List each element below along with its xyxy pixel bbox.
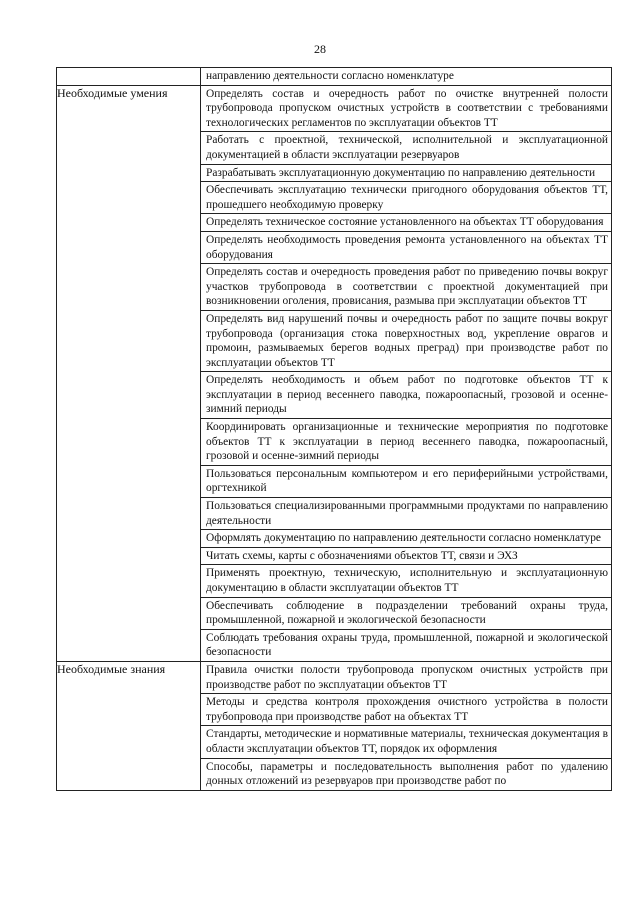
list-item: направлению деятельности согласно номенклатуре	[206, 70, 454, 82]
list-item: Читать схемы, карты с обозначениями объектов ТТ, связи и ЭХЗ	[201, 547, 611, 565]
row-items-cell	[201, 661, 612, 790]
list-item: Соблюдать требования охраны труда, промышленной, пожарной и экологической безопасности	[201, 629, 611, 661]
list-item: Методы и средства контроля прохождения очистного устройства в полости трубопровода при производстве работ на объектах ТТ	[201, 693, 611, 725]
competency-table	[56, 67, 612, 791]
list-item: Определять состав и очередность проведения работ по приведению почвы вокруг участков трубопровода в соответствии с проектной документацией при возникновении оголения, провисания, размыва при эксплуатации объектов ТТ	[201, 263, 611, 310]
page-number: 28	[314, 42, 326, 56]
list-item: Координировать организационные и технические мероприятия по подготовке объектов ТТ к эксплуатации в период весеннего паводка, пожароопасный, грозовой и осенне-зимний периоды	[201, 418, 611, 465]
list-item: Определять вид нарушений почвы и очередность работ по защите почвы вокруг трубопровода (организация стока поверхностных вод, укрепление оврагов и промоин, размываемых берегов водных преград) при производстве работ по эксплуатации объектов ТТ	[201, 310, 611, 371]
list-item: Способы, параметры и последовательность выполнения работ по удалению донных отложений из резервуаров при производстве работ по	[201, 758, 611, 790]
row-label: Необходимые знания	[57, 661, 201, 790]
list-item: Обеспечивать эксплуатацию технически пригодного оборудования объектов ТТ, прошедшего необходимую проверку	[201, 181, 611, 213]
table-body	[57, 68, 612, 791]
list-item: Определять техническое состояние установленного на объектах ТТ оборудования	[201, 213, 611, 231]
row-label: Необходимые умения	[57, 85, 201, 661]
list-item: Определять необходимость и объем работ по подготовке объектов ТТ к эксплуатации в период весеннего паводка, пожароопасный, грозовой и осенне-зимний периоды	[201, 371, 611, 418]
row-items-cell	[201, 85, 612, 661]
list-item: Обеспечивать соблюдение в подразделении требований охраны труда, промышленной, пожарной и экологической безопасности	[201, 597, 611, 629]
list-item: Пользоваться персональным компьютером и его периферийными устройствами, оргтехникой	[201, 465, 611, 497]
list-item: Применять проектную, техническую, исполнительную и эксплуатационную документацию в области эксплуатации объектов ТТ	[201, 564, 611, 596]
list-item: Стандарты, методические и нормативные материалы, техническая документация в области эксплуатации объектов ТТ, порядок их оформления	[201, 725, 611, 757]
list-item: Определять необходимость проведения ремонта установленного на объектах ТТ оборудования	[201, 231, 611, 263]
list-item: Определять состав и очередность работ по очистке внутренней полости трубопровода пропуском очистных устройств в соответствии с требованиями технологических регламентов по эксплуатации объектов ТТ	[206, 87, 608, 129]
table-row	[57, 68, 612, 86]
list-item: Разрабатывать эксплуатационную документацию по направлению деятельности	[201, 164, 611, 182]
row-label	[57, 68, 201, 86]
table-row	[57, 85, 612, 661]
list-item: Оформлять документацию по направлению деятельности согласно номенклатуре	[201, 529, 611, 547]
list-item: Работать с проектной, технической, исполнительной и эксплуатационной документацией в области эксплуатации резервуаров	[201, 131, 611, 163]
row-items-cell	[201, 68, 612, 86]
list-item: Правила очистки полости трубопровода пропуском очистных устройств при производстве работ по эксплуатации объектов ТТ	[206, 663, 608, 691]
table-row	[57, 661, 612, 790]
list-item: Пользоваться специализированными программными продуктами по направлению деятельности	[201, 497, 611, 529]
